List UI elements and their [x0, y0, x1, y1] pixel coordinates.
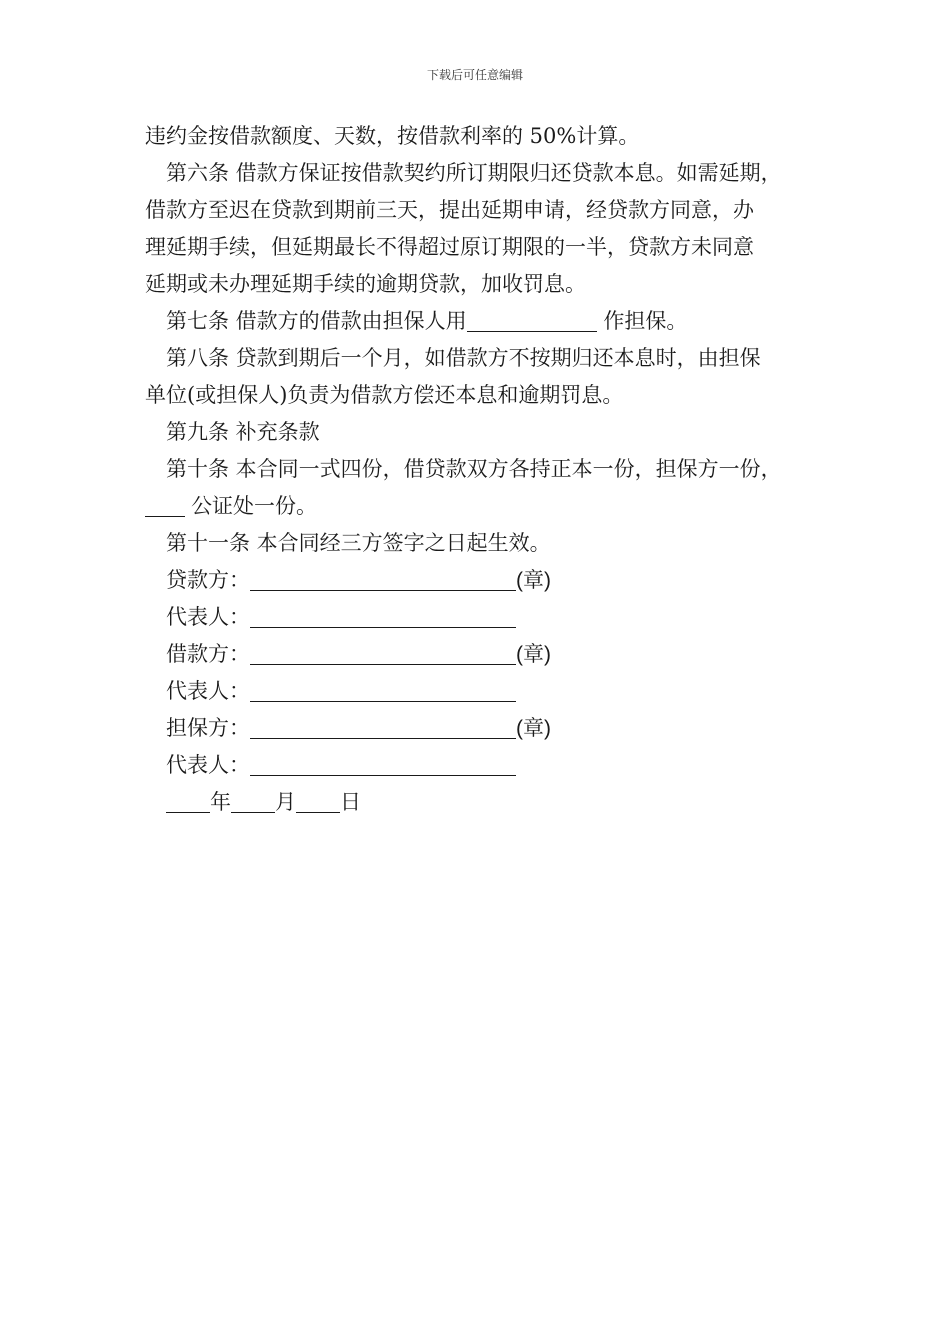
article-7-suffix: 作担保。 — [596, 309, 688, 333]
lender-rep-blank[interactable] — [250, 601, 516, 628]
month-blank[interactable] — [231, 786, 275, 813]
borrower-rep-label: 代表人： — [166, 679, 250, 703]
article-6-line-2: 借款方至迟在贷款到期前三天，提出延期申请，经贷款方同意，办 — [145, 198, 754, 222]
article-7-prefix: 第七条 借款方的借款由担保人用 — [166, 309, 467, 333]
lender-signature-row — [145, 562, 835, 599]
guarantor-rep-blank[interactable] — [250, 749, 516, 776]
contract-body — [145, 118, 835, 821]
day-blank[interactable] — [296, 786, 340, 813]
borrower-rep-row — [145, 673, 835, 710]
borrower-label: 借款方： — [166, 642, 250, 666]
article-7 — [145, 303, 835, 340]
article-10-suffix: 公证处一份。 — [191, 494, 317, 518]
guarantor-rep-row — [145, 747, 835, 784]
article-10-line-1: 第十条 本合同一式四份，借贷款双方各持正本一份，担保方一份， — [166, 457, 782, 481]
article-8-line-2: 单位(或担保人)负责为借款方偿还本息和逾期罚息。 — [145, 383, 624, 407]
lender-rep-label: 代表人： — [166, 605, 250, 629]
article-8-line-1: 第八条 贷款到期后一个月，如借款方不按期归还本息时，由担保 — [166, 346, 761, 370]
borrower-signature-blank[interactable] — [250, 638, 516, 665]
article-6-line-4: 延期或未办理延期手续的逾期贷款，加收罚息。 — [145, 272, 586, 296]
guarantor-signature-row — [145, 710, 835, 747]
borrower-rep-blank[interactable] — [250, 675, 516, 702]
page-header: 下载后可任意编辑 — [426, 68, 523, 82]
guarantor-rep-label: 代表人： — [166, 753, 250, 777]
article-11: 第十一条 本合同经三方签字之日起生效。 — [166, 531, 551, 555]
article-10-line-2 — [145, 488, 835, 525]
borrower-seal: (章) — [516, 643, 551, 666]
notary-blank[interactable] — [145, 490, 185, 517]
guarantor-seal: (章) — [516, 717, 551, 740]
date-row — [145, 784, 835, 821]
lender-label: 贷款方： — [166, 568, 250, 592]
lender-seal: (章) — [516, 569, 551, 592]
article-6-line-3: 理延期手续，但延期最长不得超过原订期限的一半，贷款方未同意 — [145, 235, 754, 259]
year-label: 年 — [210, 790, 231, 814]
day-label: 日 — [340, 790, 361, 814]
month-label: 月 — [275, 790, 296, 814]
guarantor-label: 担保方： — [166, 716, 250, 740]
lender-signature-blank[interactable] — [250, 564, 516, 591]
article-6-line-1: 第六条 借款方保证按借款契约所订期限归还贷款本息。如需延期， — [166, 161, 782, 185]
lender-rep-row — [145, 599, 835, 636]
year-blank[interactable] — [166, 786, 210, 813]
guarantee-blank[interactable] — [467, 305, 597, 332]
article-9: 第九条 补充条款 — [166, 420, 320, 444]
guarantor-signature-blank[interactable] — [250, 712, 516, 739]
borrower-signature-row — [145, 636, 835, 673]
penalty-paragraph: 违约金按借款额度、天数，按借款利率的 50%计算。 — [145, 124, 640, 148]
